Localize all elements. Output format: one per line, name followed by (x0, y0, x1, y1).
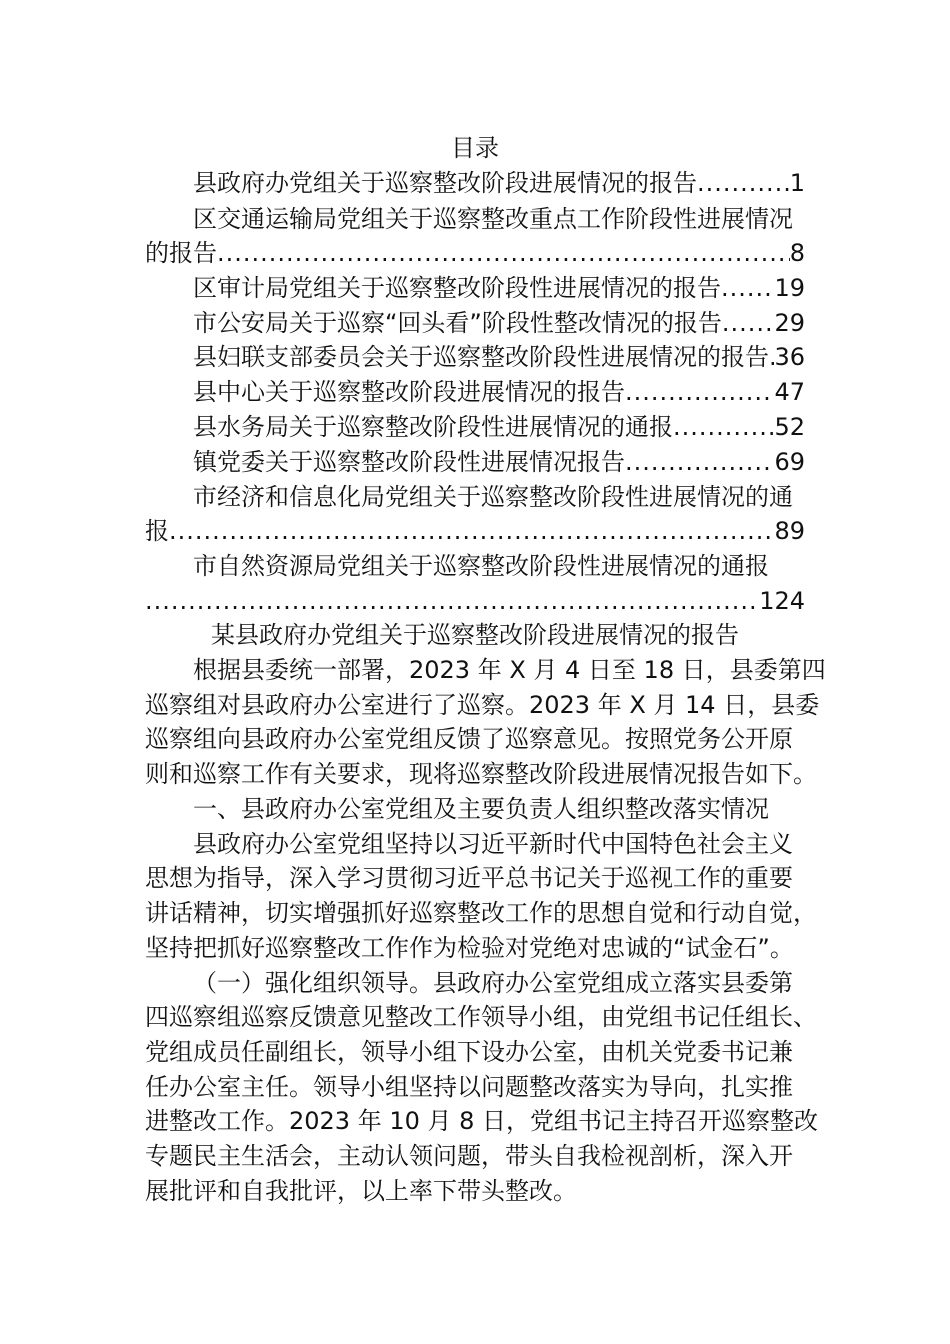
toc-entry-title: 县水务局关于巡察整改阶段性进展情况的通报 (193, 413, 673, 441)
toc-entry-title[interactable]: 市自然资源局党组关于巡察整改阶段性进展情况的通报 (193, 552, 769, 580)
toc-leader-dots (722, 306, 775, 340)
body-line: 任办公室主任。领导小组坚持以问题整改落实为导向，扎实推 (145, 1073, 793, 1101)
toc-entry[interactable] (145, 340, 805, 374)
toc-entry[interactable] (145, 445, 805, 479)
body-line: 展批评和自我批评，以上率下带头整改。 (145, 1177, 577, 1205)
toc-entry-title: 镇党委关于巡察整改阶段性进展情况报告 (193, 448, 625, 476)
toc-entry[interactable] (145, 271, 805, 305)
body-line: 则和巡察工作有关要求，现将巡察整改阶段进展情况报告如下。 (145, 760, 817, 788)
body-line: 四巡察组巡察反馈意见整改工作领导小组，由党组书记任组长、 (145, 1003, 817, 1031)
toc-leader-dots (217, 236, 790, 270)
toc-entry-page: 89 (774, 517, 805, 545)
toc-title: 目录 (451, 134, 499, 162)
toc-entry-title[interactable]: 区交通运输局党组关于巡察整改重点工作阶段性进展情况 (193, 205, 793, 233)
toc-entry-page: 1 (789, 169, 805, 197)
body-line: 根据县委统一部署，2023 年 X 月 4 日至 18 日，县委第四 (193, 656, 826, 684)
document-title: 某县政府办党组关于巡察整改阶段进展情况的报告 (211, 621, 739, 649)
toc-leader-dots (721, 271, 774, 305)
toc-leader-dots (145, 584, 759, 618)
toc-entry-page: 69 (774, 448, 805, 476)
body-line: 讲话精神，切实增强抓好巡察整改工作的思想自觉和行动自觉， (145, 899, 817, 927)
toc-entry-title: 县妇联支部委员会关于巡察整改阶段性进展情况的报告 (193, 343, 769, 371)
body-line: 巡察组对县政府办公室进行了巡察。2023 年 X 月 14 日，县委 (145, 691, 820, 719)
toc-leader-dots (625, 375, 774, 409)
toc-entry-page: 124 (759, 587, 805, 615)
toc-entry-page: 47 (774, 378, 805, 406)
toc-entry-title[interactable]: 市经济和信息化局党组关于巡察整改阶段性进展情况的通 (193, 483, 793, 511)
toc-entry[interactable] (145, 410, 805, 444)
toc-leader-dots (625, 445, 774, 479)
body-line: （一）强化组织领导。县政府办公室党组成立落实县委第 (193, 969, 793, 997)
body-line: 党组成员任副组长，领导小组下设办公室，由机关党委书记兼 (145, 1038, 793, 1066)
toc-leader-dots (673, 410, 774, 444)
body-line: 专题民主生活会，主动认领问题，带头自我检视剖析，深入开 (145, 1142, 793, 1170)
toc-entry[interactable] (145, 584, 805, 618)
section-heading: 一、县政府办公室党组及主要负责人组织整改落实情况 (193, 795, 769, 823)
toc-entry-page: 8 (789, 239, 805, 267)
toc-entry-page: 36 (774, 343, 805, 371)
toc-entry[interactable] (145, 166, 805, 200)
toc-entry-page: 29 (774, 309, 805, 337)
toc-entry[interactable] (145, 514, 805, 548)
toc-entry-page: 52 (774, 413, 805, 441)
body-line: 思想为指导，深入学习贯彻习近平总书记关于巡视工作的重要 (145, 864, 793, 892)
body-line: 巡察组向县政府办公室党组反馈了巡察意见。按照党务公开原 (145, 725, 793, 753)
toc-entry-title: 区审计局党组关于巡察整改阶段性进展情况的报告 (193, 274, 721, 302)
toc-entry-title: 县中心关于巡察整改阶段进展情况的报告 (193, 378, 625, 406)
toc-entry-title: 市公安局关于巡察“回头看”阶段性整改情况的报告 (193, 309, 722, 337)
toc-entry-page: 19 (774, 274, 805, 302)
body-line: 坚持把抓好巡察整改工作作为检验对党绝对忠诚的“试金石”。 (145, 934, 794, 962)
toc-leader-dots (169, 514, 774, 548)
body-line: 县政府办公室党组坚持以习近平新时代中国特色社会主义 (193, 830, 793, 858)
body-line: 进整改工作。2023 年 10 月 8 日，党组书记主持召开巡察整改 (145, 1107, 819, 1135)
toc-entry[interactable] (145, 236, 805, 270)
toc-entry-title: 县政府办党组关于巡察整改阶段进展情况的报告 (193, 169, 697, 197)
toc-entry-title-continued: 报 (145, 517, 169, 545)
toc-entry-title-continued: 的报告 (145, 239, 217, 267)
toc-entry[interactable] (145, 306, 805, 340)
toc-entry[interactable] (145, 375, 805, 409)
toc-leader-dots (697, 166, 790, 200)
